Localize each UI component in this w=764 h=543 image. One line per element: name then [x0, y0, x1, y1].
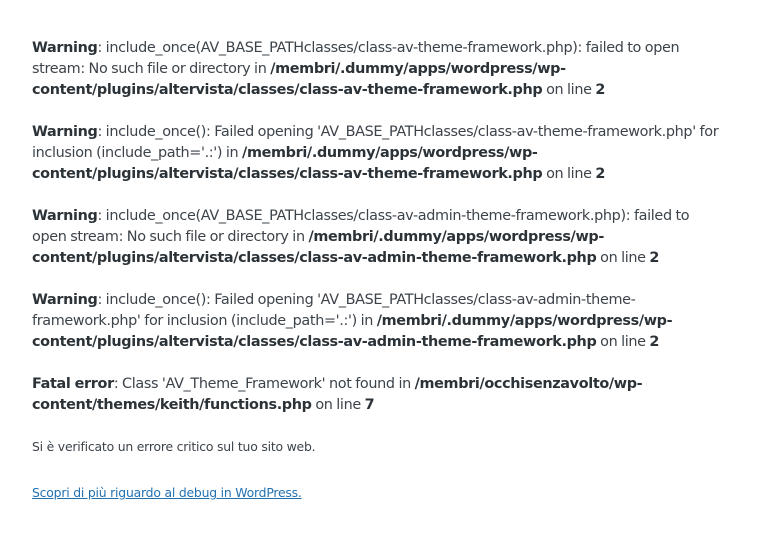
error-type: Warning — [32, 292, 98, 308]
on-line-label: on line — [542, 82, 596, 98]
php-warning-4 — [32, 290, 722, 353]
error-file-path: /membri/.dummy/apps/wordpress/wp-content/plugins/altervista/classes/class-av-admin-theme-framework.php — [32, 313, 673, 350]
php-warning-2 — [32, 122, 722, 185]
php-fatal-error — [32, 374, 722, 416]
error-message: : include_once(): Failed opening 'AV_BASE_PATHclasses/class-av-admin-theme-framework.php' for inclusion (include_path='.:') in — [32, 292, 636, 329]
on-line-label: on line — [596, 334, 650, 350]
error-message: : include_once(AV_BASE_PATHclasses/class-av-admin-theme-framework.php): failed to open stream: No such file or directory in — [32, 208, 690, 245]
error-type: Fatal error — [32, 376, 114, 392]
error-message: : include_once(AV_BASE_PATHclasses/class-av-theme-framework.php): failed to open stream: No such file or directory in — [32, 40, 680, 77]
error-file-path: /membri/.dummy/apps/wordpress/wp-content/plugins/altervista/classes/class-av-theme-framework.php — [32, 145, 543, 182]
php-warning-3 — [32, 206, 722, 269]
php-warning-1 — [32, 38, 722, 101]
error-line-number: 2 — [595, 166, 605, 182]
error-message: : include_once(): Failed opening 'AV_BASE_PATHclasses/class-av-theme-framework.php' for inclusion (include_path='.:') in — [32, 124, 719, 161]
debug-wordpress-link[interactable]: Scopri di più riguardo al debug in WordPress. — [32, 485, 302, 500]
error-type: Warning — [32, 124, 98, 140]
on-line-label: on line — [542, 166, 596, 182]
error-type: Warning — [32, 208, 98, 224]
on-line-label: on line — [311, 397, 365, 413]
error-line-number: 2 — [649, 250, 660, 266]
error-message: : Class 'AV_Theme_Framework' not found in — [113, 376, 415, 392]
error-file-path: /membri/.dummy/apps/wordpress/wp-content/plugins/altervista/classes/class-av-theme-framework.php — [32, 61, 566, 98]
on-line-label: on line — [596, 250, 650, 266]
debug-link-container — [32, 483, 722, 502]
error-line-number: 7 — [364, 397, 375, 413]
error-line-number: 2 — [649, 334, 660, 350]
critical-error-message: Si è verificato un errore critico sul tuo sito web. — [32, 439, 316, 454]
error-file-path: /membri/.dummy/apps/wordpress/wp-content/plugins/altervista/classes/class-av-admin-theme-framework.php — [32, 229, 604, 266]
error-line-number: 2 — [595, 82, 605, 98]
error-type: Warning — [32, 40, 98, 56]
error-file-path: /membri/occhisenzavolto/wp-content/themes/keith/functions.php — [32, 376, 643, 413]
